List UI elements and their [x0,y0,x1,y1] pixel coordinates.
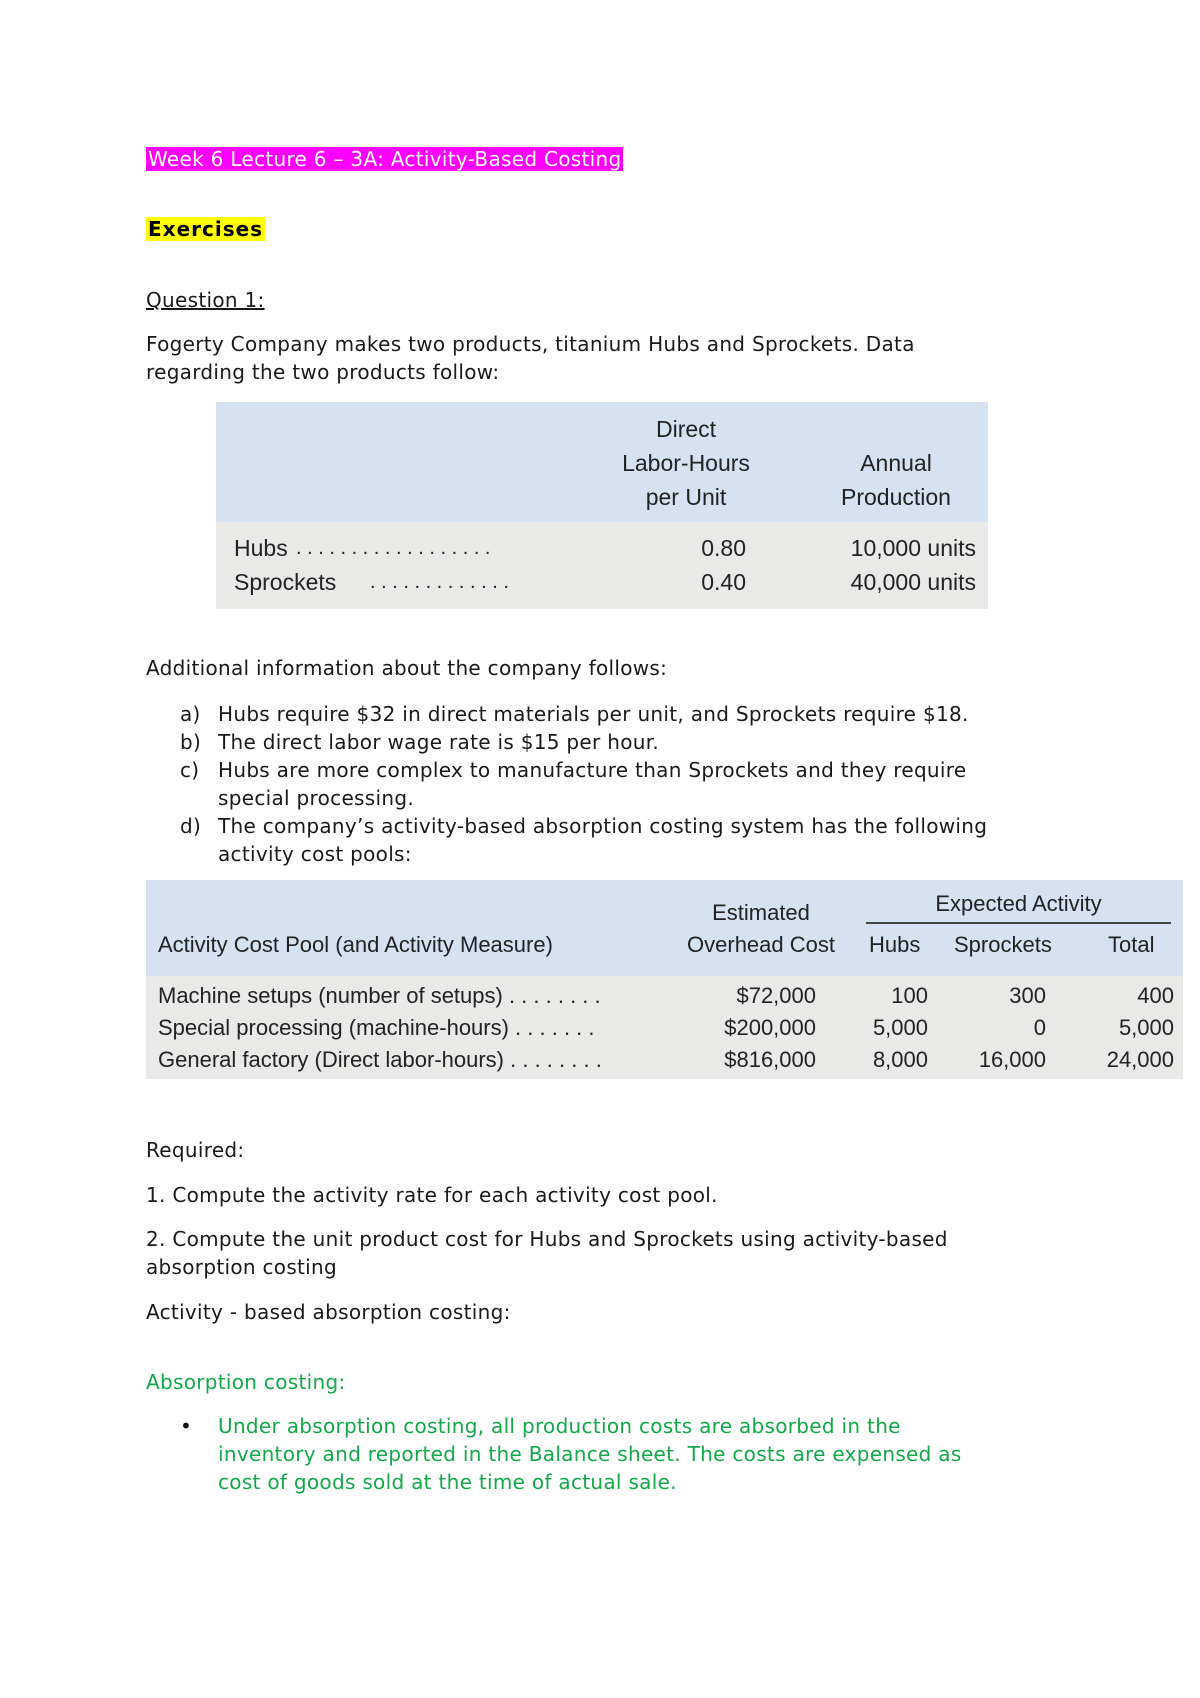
exercises-heading: Exercises [148,217,264,241]
list-item [180,756,1080,812]
bullet-glyph: • [180,1414,192,1438]
products-table-body [216,522,988,609]
header-sprockets: Sprockets [954,932,1052,957]
list-text: The direct labor wage rate is $15 per hour. [218,730,660,754]
sprockets-production: 40,000 units [850,569,976,595]
activity-table-body [146,976,1183,1079]
intro-line-1: Fogerty Company makes two products, titanium Hubs and Sprockets. Data [146,332,915,356]
row-dots: . . . . . . . . . . . . . [370,571,509,593]
list-marker: d) [180,814,202,838]
activity-cost-pool-table [146,880,1183,1079]
hubs-special-processing: 5,000 [872,1015,928,1040]
total-general-factory: 24,000 [1106,1047,1174,1072]
absorption-bullet [180,1412,1060,1496]
intro-line-2: regarding the two products follow: [146,360,500,384]
cost-general-factory: $816,000 [724,1047,816,1072]
abc-label: Activity - based absorption costing: [146,1300,511,1324]
total-machine-setups: 400 [1137,983,1174,1008]
list-item [180,700,1080,728]
row-label-sprockets: Sprockets [234,569,337,595]
question-label: Question 1: [146,288,265,312]
document-title: Week 6 Lecture 6 – 3A: Activity-Based Costing [148,147,622,171]
row-label-hubs: Hubs [234,535,288,561]
required-2-line-1: 2. Compute the unit product cost for Hubs and Sprockets using activity-based [146,1227,948,1251]
list-marker: c) [180,758,200,782]
required-2-line-2: absorption costing [146,1255,338,1279]
sprockets-special-processing: 0 [1033,1015,1046,1040]
absorption-heading: Absorption costing: [146,1370,346,1394]
header-expected-activity: Expected Activity [935,891,1102,916]
required-label: Required: [146,1138,245,1162]
header-per-unit: per Unit [645,484,727,510]
absorption-bullet-text: Under absorption costing, all production costs are absorbed in the inventory and reported in the Balance sheet. The costs are expensed as cost of goods sold at the time of actual sale. [218,1414,962,1494]
pool-special-processing: Special processing (machine-hours) . . . . . . . [158,1015,595,1040]
pool-machine-setups: Machine setups (number of setups) . . . . . . . . [158,983,601,1008]
header-hubs: Hubs [869,932,921,957]
sprockets-machine-setups: 300 [1009,983,1046,1008]
hubs-production: 10,000 units [850,535,976,561]
header-activity-cost-pool: Activity Cost Pool (and Activity Measure) [158,932,553,957]
header-total: Total [1108,932,1155,957]
header-labor-hours: Labor-Hours [622,450,750,476]
cost-machine-setups: $72,000 [736,983,816,1008]
header-production: Production [841,484,951,510]
total-special-processing: 5,000 [1118,1015,1174,1040]
info-list [180,700,1080,868]
cost-special-processing: $200,000 [724,1015,816,1040]
group-rule [866,922,1171,924]
list-item [180,728,1080,756]
header-overhead-cost: Overhead Cost [687,932,835,957]
hubs-dlh: 0.80 [701,535,746,561]
list-text: Hubs are more complex to manufacture than Sprockets and they require special processing. [218,758,967,810]
hubs-general-factory: 8,000 [872,1047,928,1072]
list-item [180,812,1080,868]
hubs-machine-setups: 100 [891,983,928,1008]
header-direct: Direct [655,416,717,442]
products-table [216,402,988,609]
products-table-header [216,402,988,522]
list-marker: a) [180,702,201,726]
pool-general-factory: General factory (Direct labor-hours) . . . . . . . . [158,1047,602,1072]
list-text: The company’s activity-based absorption costing system has the following activity cost pools: [218,814,988,866]
list-marker: b) [180,730,202,754]
header-annual: Annual [860,450,932,476]
sprockets-dlh: 0.40 [701,569,746,595]
row-dots: . . . . . . . . . . . . . . . . . . [296,537,491,559]
activity-table-header [146,880,1183,976]
header-estimated: Estimated [712,900,810,925]
list-text: Hubs require $32 in direct materials per unit, and Sprockets require $18. [218,702,969,726]
sprockets-general-factory: 16,000 [978,1047,1046,1072]
required-1: 1. Compute the activity rate for each activity cost pool. [146,1183,718,1207]
additional-info: Additional information about the company follows: [146,656,668,680]
